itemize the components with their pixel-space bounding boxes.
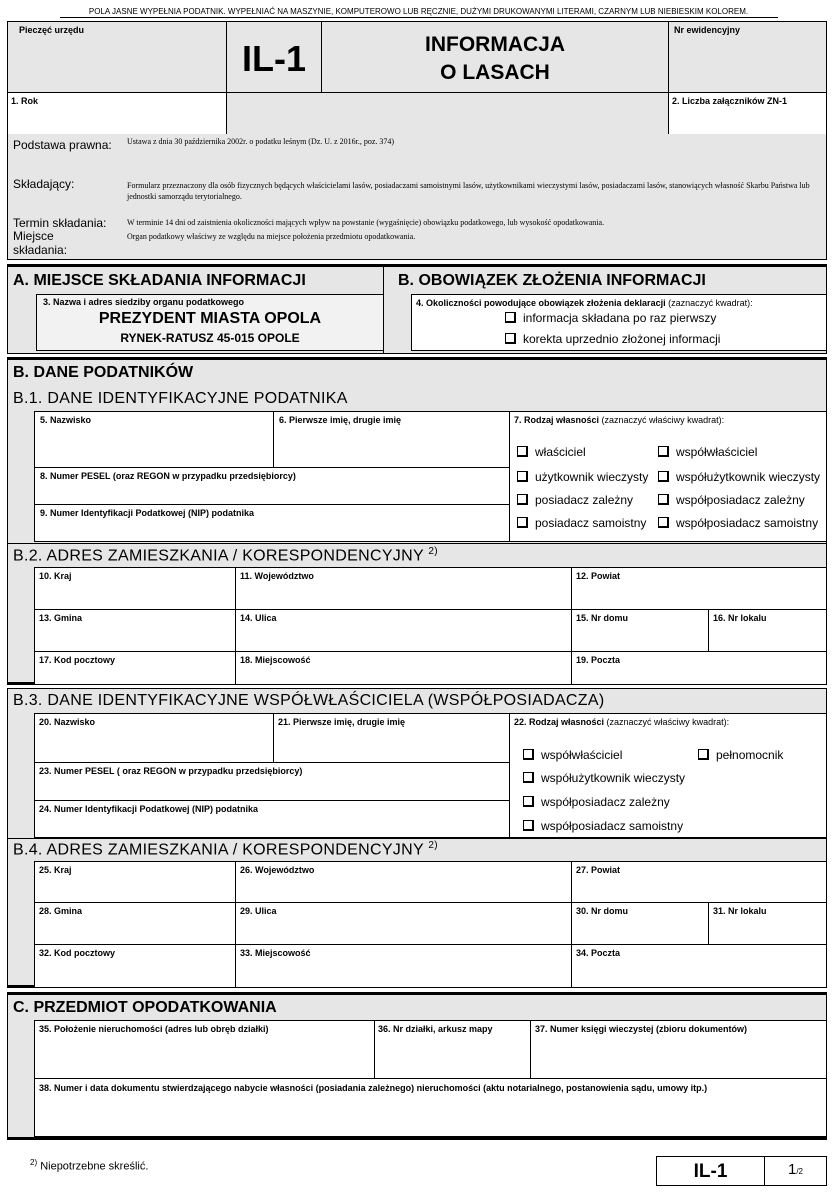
top-rule [60,17,778,18]
checkbox-icon[interactable] [505,333,516,344]
f27-label: 27. Powiat [576,865,621,875]
f7-hint: (zaznaczyć właściwy kwadrat): [601,415,725,425]
attachments-field[interactable] [668,92,827,135]
field27-powiat[interactable] [571,861,827,903]
top-note: POLA JASNE WYPEŁNIA PODATNIK. WYPEŁNIAĆ NA MASZYNIE, KOMPUTEROWO LUB RĘCZNIE, DUŻYMI DRUKOWANYMI LITERAMI, CZARNYM LUB NIEBIESKIM KOLOREM. [88,7,749,16]
section-b-title: B. DANE PODATNIKÓW [13,364,194,381]
field5-nazwisko[interactable] [34,411,274,468]
checkbox-icon[interactable] [517,494,528,505]
field21-imiona[interactable] [273,713,510,763]
page-number [765,1161,826,1178]
b4-sup: 2) [428,840,438,851]
b3-title: B.3. DANE IDENTYFIKACYJNE WSPÓŁWŁAŚCICIELA (WSPÓŁPOSIADACZA) [13,692,605,709]
footnote-text: Niepotrzebne skreślić. [40,1160,149,1173]
field28-gmina[interactable] [34,902,236,945]
f18-label: 18. Miejscowość [240,655,311,665]
section-b-obligation-title: B. OBOWIĄZEK ZŁOŻENIA INFORMACJI [398,272,706,289]
checkbox-icon[interactable] [658,517,669,528]
field4-hint: (zaznaczyć kwadrat): [668,298,753,308]
checkbox-icon[interactable] [523,772,534,783]
f35-label: 35. Położenie nieruchomości (adres lub obręb działki) [39,1024,269,1034]
own-wspoluzytkownik[interactable] [658,470,820,484]
own-label: współposiadacz samoistny [676,516,819,530]
own-label: właściciel [535,445,586,459]
skladajacy-text: Formularz przeznaczony dla osób fizycznych będących właścicielami lasów, posiadaczami samoistnymi lasów, użytkownikami wieczystymi lasów, posiadaczami lasów, stanowiących własność Skarbu Państwa lub jednostki samorządu terytorialnego. [127,181,810,201]
f10-label: 10. Kraj [39,571,72,581]
f22-hint: (zaznaczyć właściwy kwadrat): [606,717,730,727]
stamp-label: Pieczęć urzędu [19,25,85,35]
b4-title-text: B.4. ADRES ZAMIESZKANIA / KORESPONDENCYJNY [13,841,424,859]
checkbox-icon[interactable] [523,749,534,760]
own2-wspolposiadacz-samoistny[interactable] [523,819,683,833]
rule [7,543,827,544]
page-current: 1 [787,1161,797,1178]
field19-poczta[interactable] [571,651,827,685]
b2-title [13,546,438,565]
f37-label: 37. Numer księgi wieczystej (zbioru dokumentów) [535,1024,748,1034]
obligation-field [411,294,827,351]
field11-wojewodztwo[interactable] [235,567,572,610]
checkbox-icon[interactable] [517,446,528,457]
rule [7,838,827,839]
checkbox-icon[interactable] [517,471,528,482]
section-a-title: A. MIEJSCE SKŁADANIA INFORMACJI [13,272,306,289]
miejsce-text: Organ podatkowy właściwy ze względu na miejsce położenia przedmiotu opodatkowania. [127,232,416,241]
f34-label: 34. Poczta [576,948,621,958]
f6-label: 6. Pierwsze imię, drugie imię [279,415,402,425]
nr-ewidencyjny-label: Nr ewidencyjny [674,25,741,35]
organ-field [36,294,384,351]
f17-label: 17. Kod pocztowy [39,655,116,665]
form-code: IL-1 [241,38,306,79]
attachments-label: 2. Liczba załączników ZN-1 [672,96,788,106]
field38-dokument[interactable] [34,1078,827,1137]
podstawa-label: Podstawa prawna: [13,138,112,152]
own-label: posiadacz samoistny [535,516,647,530]
f23-label: 23. Numer PESEL ( oraz REGON w przypadku przedsiębiorcy) [39,766,303,776]
checkbox-icon[interactable] [517,517,528,528]
own-label: użytkownik wieczysty [535,470,649,484]
b4-title [13,840,438,859]
checkbox-icon[interactable] [658,494,669,505]
field34-poczta[interactable] [571,944,827,988]
f28-label: 28. Gmina [39,906,83,916]
stamp-box [7,21,227,93]
field12-powiat[interactable] [571,567,827,610]
rok-field[interactable] [7,92,227,135]
own-wspolposiadacz-zalezny[interactable] [658,493,805,507]
rok-label: 1. Rok [11,96,39,106]
checkbox-icon[interactable] [658,446,669,457]
own-uzytkownik[interactable] [517,470,648,484]
own-wspolposiadacz-samoistny[interactable] [658,516,818,530]
field7-ownership [509,411,827,542]
field25-kraj[interactable] [34,861,236,903]
obligation-first-option[interactable] [505,311,716,325]
header-filler [226,92,669,135]
organ-address: RYNEK-RATUSZ 45-015 OPOLE [120,331,300,345]
title-line1: INFORMACJA [425,33,565,56]
field33-miejscowosc[interactable] [235,944,572,988]
field36-nr-dzialki[interactable] [374,1020,531,1079]
own2-label: współwłaściciel [541,748,623,762]
f16-label: 16. Nr lokalu [713,613,767,623]
obligation-correction-option[interactable] [505,332,720,346]
field10-kraj[interactable] [34,567,236,610]
field15-nr-domu[interactable] [571,609,709,652]
own2-label: pełnomocnik [716,748,784,762]
f22-label: 22. Rodzaj własności [514,717,605,727]
opt2-label: korekta uprzednio złożonej informacji [523,332,721,346]
field18-miejscowosc[interactable] [235,651,572,685]
field3-label: 3. Nazwa i adres siedziby organu podatkowego [43,297,245,307]
b2-title-text: B.2. ADRES ZAMIESZKANIA / KORESPONDENCYJNY [13,547,424,565]
footer-form-code-box [656,1156,765,1186]
field31-nr-lokalu[interactable] [708,902,827,945]
own2-label: współużytkownik wieczysty [541,771,686,785]
field29-ulica[interactable] [235,902,572,945]
field6-imiona[interactable] [273,411,510,468]
field8-pesel[interactable] [34,467,510,505]
title-line2: O LASACH [440,61,550,84]
f19-label: 19. Poczta [576,655,621,665]
footnote-sup: 2) [30,1158,38,1167]
own2-wspolwlasciciel[interactable] [523,748,622,762]
f25-label: 25. Kraj [39,865,72,875]
own2-label: współposiadacz samoistny [541,819,684,833]
own2-label: współposiadacz zależny [541,795,670,809]
nr-ewidencyjny-box [668,21,827,93]
miejsce-label: Miejsce składania: [13,229,68,257]
own-label: współużytkownik wieczysty [676,470,821,484]
termin-text: W terminie 14 dni od zaistnienia okoliczności mających wpływ na powstanie (wygaśnięcie) obowiązku podatkowego, lub wysokość opodatkowania. [127,218,605,227]
info-block [7,134,827,260]
checkbox-icon[interactable] [658,471,669,482]
field23-pesel[interactable] [34,762,510,801]
f20-label: 20. Nazwisko [39,717,96,727]
title-box [321,21,669,93]
f29-label: 29. Ulica [240,906,277,916]
f32-label: 32. Kod pocztowy [39,948,116,958]
field26-wojewodztwo[interactable] [235,861,572,903]
field9-nip[interactable] [34,504,510,542]
footer-form-code: IL-1 [693,1161,728,1182]
field35-polozenie[interactable] [34,1020,375,1079]
own-wspolwlasciciel[interactable] [658,445,757,459]
f5-label: 5. Nazwisko [40,415,92,425]
field20-nazwisko[interactable] [34,713,274,763]
field22-ownership [509,713,827,838]
f13-label: 13. Gmina [39,613,83,623]
termin-label: Termin składania: [13,216,107,230]
f30-label: 30. Nr domu [576,906,629,916]
own2-wspoluzytkownik[interactable] [523,771,685,785]
field32-kod[interactable] [34,944,236,988]
opt1-label: informacja składana po raz pierwszy [523,311,717,325]
footnote [30,1158,148,1173]
field16-nr-lokalu[interactable] [708,609,827,652]
f14-label: 14. Ulica [240,613,277,623]
field30-nr-domu[interactable] [571,902,709,945]
page-number-box [764,1156,827,1186]
b1-title: B.1. DANE IDENTYFIKACYJNE PODATNIKA [13,390,348,407]
own-posiadacz-zalezny[interactable] [517,493,633,507]
f11-label: 11. Województwo [240,571,314,581]
f26-label: 26. Województwo [240,865,315,875]
field4-label: 4. Okoliczności powodujące obowiązek złożenia deklaracji [416,298,666,308]
b2-sup: 2) [428,546,438,557]
f38-label: 38. Numer i data dokumentu stwierdzającego nabycie własności (posiadania zależnego) nieruchomości (aktu notarialnego, postanowienia sądu, umowy itp.) [39,1083,708,1093]
field24-nip[interactable] [34,800,510,838]
f24-label: 24. Numer Identyfikacji Podatkowej (NIP) podatnika [39,804,259,814]
f7-label: 7. Rodzaj własności [514,415,600,425]
page-total: /2 [796,1167,803,1176]
own-label: posiadacz zależny [535,493,634,507]
f36-label: 36. Nr działki, arkusz mapy [378,1024,493,1034]
checkbox-icon[interactable] [698,749,709,760]
field13-gmina[interactable] [34,609,236,652]
f8-label: 8. Numer PESEL (oraz REGON w przypadku przedsiębiorcy) [40,471,296,481]
f15-label: 15. Nr domu [576,613,629,623]
field17-kod[interactable] [34,651,236,685]
podstawa-text: Ustawa z dnia 30 października 2002r. o podatku leśnym (Dz. U. z 2016r., poz. 374) [127,137,395,146]
organ-name: PREZYDENT MIASTA OPOLA [98,310,322,327]
own-label: współwłaściciel [676,445,758,459]
form-code-box [226,21,322,93]
f21-label: 21. Pierwsze imię, drugie imię [278,717,406,727]
own-posiadacz-samoistny[interactable] [517,516,646,530]
checkbox-icon[interactable] [523,796,534,807]
checkbox-icon[interactable] [523,820,534,831]
f9-label: 9. Numer Identyfikacji Podatkowej (NIP) podatnika [40,508,255,518]
own2-wspolposiadacz-zalezny[interactable] [523,795,670,809]
f31-label: 31. Nr lokalu [713,906,767,916]
own-wlasciciel[interactable] [517,445,586,459]
own2-pelnomocnik[interactable] [698,748,783,762]
f12-label: 12. Powiat [576,571,621,581]
skladajacy-label: Składający: [13,177,75,191]
f33-label: 33. Miejscowość [240,948,311,958]
field37-ksiega[interactable] [530,1020,827,1079]
section-c-title: C. PRZEDMIOT OPODATKOWANIA [13,999,277,1016]
field14-ulica[interactable] [235,609,572,652]
own-label: współposiadacz zależny [676,493,805,507]
checkbox-icon[interactable] [505,312,516,323]
